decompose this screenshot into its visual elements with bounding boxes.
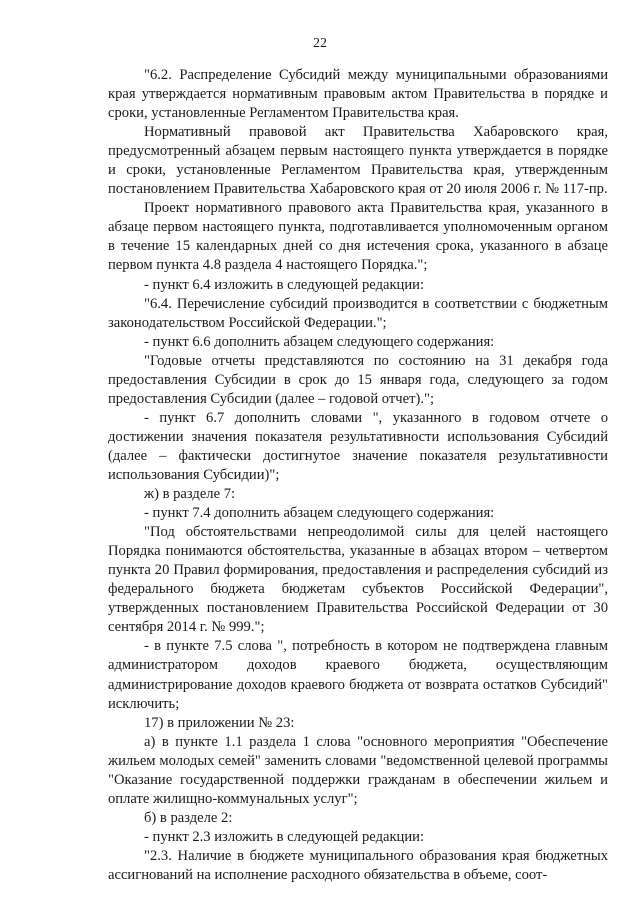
paragraph: "6.4. Перечисление субсидий производится в соответствии с бюджетным законодательством Российской Федерации."; [108, 295, 608, 331]
paragraph: а) в пункте 1.1 раздела 1 слова "основного мероприятия "Обеспечение жильем молодых семей" заменить словами "ведомственной целевой программы "Оказание государственной поддержки гражданам в обеспечении жильем и оплате жилищно-коммунальных услуг"; [108, 733, 608, 807]
paragraph: - пункт 6.4 изложить в следующей редакции: [144, 276, 425, 293]
page-number: 22 [313, 36, 327, 51]
paragraph: Нормативный правовой акт Правительства Хабаровского края, предусмотренный абзацем первым настоящего пункта утверждается в порядке и сроки, установленные Регламентом Правительства края, утвержденным постановлением Правительства Хабаровского края от 20 июля 2006 г. № 117-пр. [108, 124, 608, 198]
paragraph: "Под обстоятельствами непреодолимой силы для целей настоящего Порядка понимаются обстоятельства, указанные в абзацах втором – четвертом пункта 20 Правил формирования, предоставления и распределения субсидий из федерального бюджета бюджетам субъектов Российской Федерации", утвержденных постановлением Правительства Российской Федерации от 30 сентября 2014 г. № 999."; [108, 524, 608, 636]
paragraph: "Годовые отчеты представляются по состоянию на 31 декабря года предоставления Субсидии в срок до 15 января года, следующего за годом предоставления Субсидии (далее – годовой отчет)."; [108, 352, 608, 407]
paragraph: - в пункте 7.5 слова ", потребность в котором не подтверждена главным администратором доходов краевого бюджета, осуществляющим администрирование доходов краевого бюджета от возврата остатков Субсидий" исключить; [108, 638, 608, 712]
document-body [108, 66, 608, 885]
paragraph: "6.2. Распределение Субсидий между муниципальными образованиями края утверждается нормативным правовым актом Правительства в порядке и сроки, установленные Регламентом Правительства края. [108, 67, 608, 122]
paragraph: - пункт 6.7 дополнить словами ", указанного в годовом отчете о достижении значения показателя результативности использования Субсидий (далее – фактически достигнутое значение показателя результативности использования Субсидии)"; [108, 409, 608, 483]
paragraph: - пункт 6.6 дополнить абзацем следующего содержания: [144, 333, 495, 350]
paragraph: - пункт 7.4 дополнить абзацем следующего содержания: [144, 505, 495, 522]
paragraph: 17) в приложении № 23: [144, 714, 295, 731]
paragraph: "2.3. Наличие в бюджете муниципального образования края бюджетных ассигнований на исполнение расходного обязательства в объеме, соот- [108, 847, 608, 883]
paragraph: ж) в разделе 7: [144, 486, 236, 503]
paragraph: - пункт 2.3 изложить в следующей редакции: [144, 828, 425, 845]
paragraph: Проект нормативного правового акта Правительства края, указанного в абзаце первом настоящего пункта, подготавливается уполномоченным органом в течение 15 календарных дней со дня истечения срока, указанного в абзаце первом пункта 4.8 раздела 4 настоящего Порядка."; [108, 200, 608, 274]
paragraph: б) в разделе 2: [144, 809, 233, 826]
